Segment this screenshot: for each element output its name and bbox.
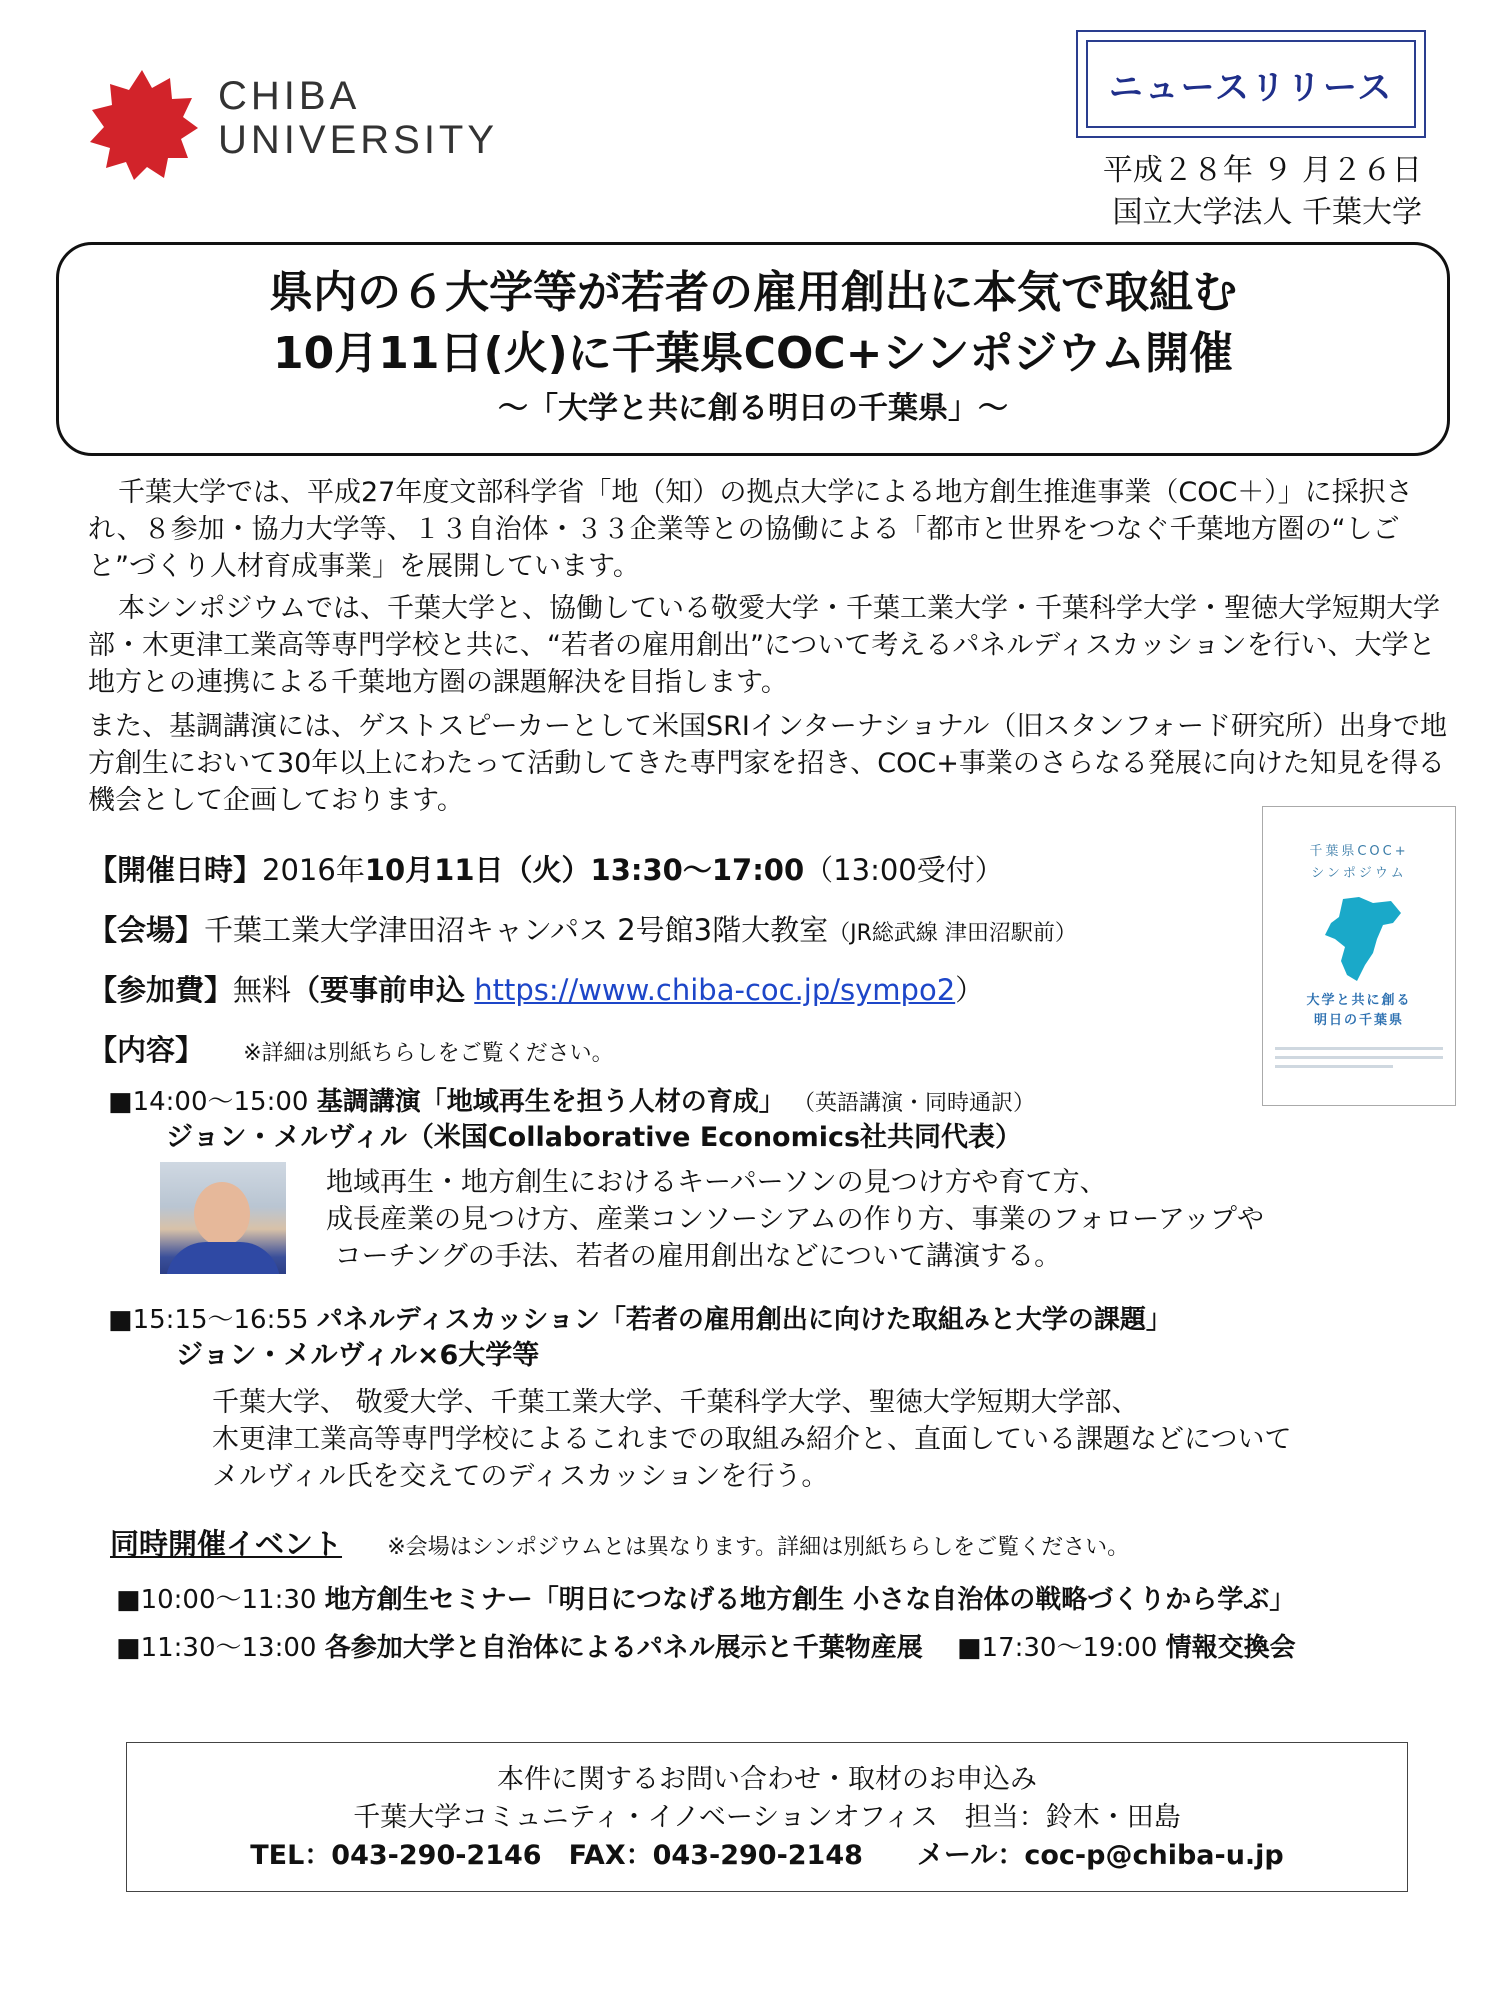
panel-desc-line: メルヴィル氏を交えてのディスカッションを行う。 (212, 1461, 829, 1492)
fee-note: （要事前申込 (291, 973, 466, 1007)
registration-link[interactable]: https://www.chiba-coc.jp/sympo2 (474, 973, 956, 1007)
keynote-description (326, 1164, 1264, 1275)
event-date-line (88, 850, 1004, 890)
flyer-slogan-line2: 明日の千葉県 (1313, 1013, 1404, 1028)
panel-speaker: ジョン・メルヴィル×6大学等 (176, 1340, 540, 1371)
fee-close: ） (955, 973, 985, 1007)
intro-paragraph-2: 本シンポジウムでは、千葉大学と、協働している敬愛大学・千葉工業大学・千葉科学大学・聖徳大学短期大学部・木更津工業高等専門学校と共に、“若者の雇用創出”について考えるパネルディスカッションを行い、大学と地方との連携による千葉地方圏の課題解決を目指します。 (88, 593, 1441, 698)
logo-line2: UNIVERSITY (218, 118, 499, 162)
flyer-heading-line1: 千葉県COC+ (1309, 844, 1409, 859)
contact-line2: 千葉大学コミュニティ・イノベーションオフィス 担当：鈴木・田島 (353, 1802, 1181, 1833)
headline-subtitle: ～「大学と共に創る明日の千葉県」～ (498, 391, 1008, 426)
headline-line1: 県内の６大学等が若者の雇用創出に本気で取組む (269, 267, 1237, 318)
flyer-thumbnail (1262, 806, 1456, 1106)
fee-label: 【参加費】 (88, 973, 234, 1007)
panel-desc-line: 木更津工業高等専門学校によるこれまでの取組み紹介と、直面している課題などについて (212, 1424, 1292, 1455)
keynote-time: ■14:00～15:00 (108, 1087, 309, 1117)
side-event-1-title: 地方創生セミナー「明日につなげる地方創生 小さな自治体の戦略づくりから学ぶ」 (324, 1585, 1296, 1615)
side-events-note: ※会場はシンポジウムとは異なります。詳細は別紙ちらしをご覧ください。 (387, 1535, 1130, 1560)
side-event-2-3 (116, 1628, 1296, 1668)
date-main: 10月11日（火）13:30～17:00 (364, 853, 805, 887)
contact-line1: 本件に関するお問い合わせ・取材のお申込み (497, 1764, 1037, 1795)
date-reception: （13:00受付） (804, 853, 1004, 887)
chiba-university-logo (86, 68, 546, 180)
side-event-2-time: ■11:30～13:00 (116, 1633, 317, 1663)
keynote-speaker: ジョン・メルヴィル（米国Collaborative Economics社共同代表） (166, 1122, 1023, 1153)
flyer-slogan (1263, 991, 1455, 1031)
panel-desc-line: 千葉大学、 敬愛大学、千葉工業大学、千葉科学大学、聖徳大学短期大学部、 (212, 1387, 1139, 1418)
contact-tel-fax-mail: TEL：043-290-2146 FAX：043-290-2148 メール：coc-p@chiba-u.jp (250, 1840, 1284, 1871)
headline-line2: 10月11日(火)に千葉県COC+シンポジウム開催 (273, 328, 1233, 379)
keynote-desc-line: 成長産業の見つけ方、産業コンソーシアムの作り方、事業のフォローアップや (326, 1204, 1264, 1235)
event-venue-line (88, 910, 1077, 954)
flyer-heading (1263, 841, 1455, 885)
side-event-2-title: 各参加大学と自治体によるパネル展示と千葉物産展 (324, 1633, 923, 1663)
news-release-label: ニュースリリース (1086, 40, 1416, 128)
event-fee-line (88, 970, 984, 1010)
flyer-heading-line2: シンポジウム (1311, 866, 1407, 881)
date-label: 【開催日時】 (88, 853, 263, 887)
venue-label: 【会場】 (88, 913, 205, 947)
chiba-map-icon (1313, 895, 1405, 987)
fee-value: 無料 (233, 973, 292, 1007)
panel-time: ■15:15～16:55 (108, 1305, 309, 1335)
release-org: 国立大学法人 千葉大学 (1112, 195, 1422, 230)
side-events-label: 同時開催イベント (110, 1527, 343, 1561)
venue-note: （JR総武線 津田沼駅前） (828, 921, 1077, 946)
event-content-line (88, 1030, 614, 1074)
contact-box (126, 1742, 1408, 1892)
side-event-1 (116, 1580, 1295, 1620)
release-date: 平成２８年 ９ 月２６日 (1102, 153, 1422, 188)
flyer-fine-print (1275, 1047, 1443, 1074)
flyer-slogan-line1: 大学と共に創る (1306, 993, 1412, 1008)
panel-line (108, 1300, 1172, 1340)
date-pre: 2016年 (262, 853, 365, 887)
logo-text (218, 74, 498, 162)
keynote-note: （英語講演・同時通訳） (792, 1091, 1035, 1116)
news-release-badge (1076, 30, 1426, 138)
keynote-desc-line: 地域再生・地方創生におけるキーパーソンの見つけ方や育て方、 (326, 1167, 1107, 1198)
speaker-shirt (166, 1242, 280, 1274)
keynote-title: 基調講演「地域再生を担う人材の育成」 (316, 1087, 785, 1117)
speaker-face (194, 1182, 250, 1246)
speaker-photo (160, 1162, 286, 1274)
content-note: ※詳細は別紙ちらしをご覧ください。 (243, 1041, 614, 1066)
panel-description (212, 1384, 1291, 1495)
title-box (56, 242, 1450, 456)
logo-line1: CHIBA (218, 74, 361, 118)
logo-emblem-icon (86, 68, 198, 180)
side-events-header (110, 1524, 1129, 1568)
keynote-desc-line: コーチングの手法、若者の雇用創出などについて講演する。 (326, 1241, 1062, 1272)
side-event-3-time: ■17:30～19:00 (956, 1633, 1158, 1663)
intro-paragraph-1: 千葉大学では、平成27年度文部科学省「地（知）の拠点大学による地方創生推進事業（COC＋）」に採択され、８参加・協力大学等、１３自治体・３３企業等との協働による「都市と世界をつなぐ千葉地方圏の“しごと”づくり人材育成事業」を展開しています。 (88, 477, 1413, 582)
side-event-1-time: ■10:00～11:30 (116, 1585, 317, 1615)
content-label: 【内容】 (88, 1033, 205, 1067)
panel-title: パネルディスカッション「若者の雇用創出に向けた取組みと大学の課題」 (316, 1305, 1172, 1335)
venue-name: 千葉工業大学津田沼キャンパス 2号館3階大教室 (204, 913, 829, 947)
date-block (1103, 150, 1422, 234)
side-event-3-title: 情報交換会 (1165, 1633, 1296, 1663)
intro-paragraph-3: また、基調講演には、ゲストスピーカーとして米国SRIインターナショナル（旧スタンフォード研究所）出身で地方創生において30年以上にわたって活動してきた専門家を招き、COC+事業のさらなる発展に向けた知見を得る機会として企画しております。 (88, 711, 1448, 816)
